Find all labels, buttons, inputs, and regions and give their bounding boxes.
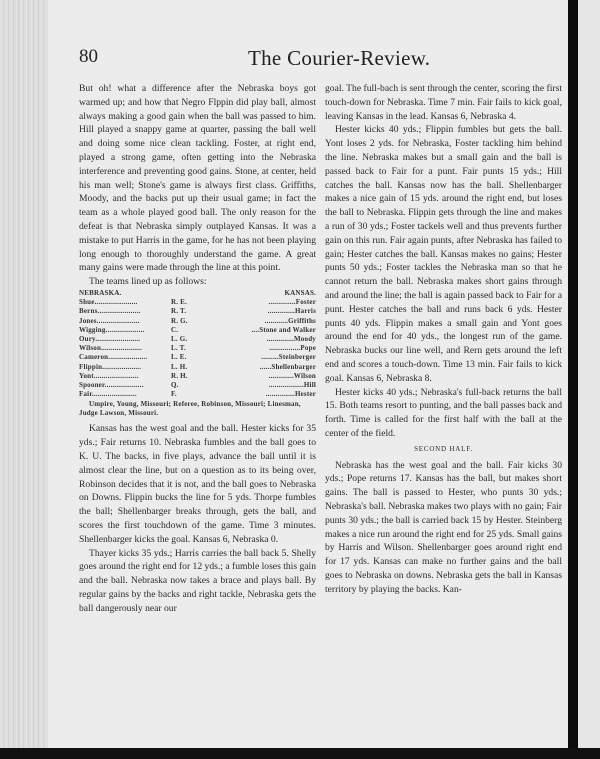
- page-number: 80: [79, 46, 98, 67]
- position: L. G.: [171, 334, 188, 343]
- kansas-player: .........Steinberger: [261, 353, 316, 362]
- position: Q.: [171, 380, 179, 389]
- lineup-row: [79, 298, 316, 307]
- nebraska-player: Wigging....................: [79, 325, 145, 334]
- position: R. G.: [171, 316, 188, 325]
- kansas-player: ..................Hill: [268, 380, 316, 389]
- kansas-player: ......Shellenbarger: [259, 362, 316, 371]
- lineup-row: [79, 353, 316, 362]
- lineup-row: [79, 363, 316, 372]
- nebraska-player: Oury.......................: [79, 334, 141, 343]
- position: L. H.: [171, 362, 188, 371]
- kansas-player: ..............Harris: [267, 307, 316, 316]
- nebraska-player: Wilson.....................: [79, 344, 143, 353]
- paragraph: But oh! what a difference after the Nebraska boys got warmed up; and how that Negro Flppin did play ball, almost always making a good gain when the ball was passed to him. Hill played a snappy game at quarter, passing the ball well and doing some nice clean tackling. Foster, at right end, played a strong game, often getting into the Nebraska interference and preventing good gains. Stone, at center, held his man well; Stone's game is always first class. Griffiths, Moody, and the backs put up their usual game; in fact the team as a whole played good ball. The only reason for the defeat is that Nebraska simply outplayed Kansas. It was a mistake to put Harris in the game, for he has not been playing long enough to thoroughly understand the game. A great many gains were made through the line at this point.: [79, 83, 316, 274]
- position: C.: [171, 325, 179, 334]
- nebraska-player: Spooner....................: [79, 380, 144, 389]
- paragraph: Kansas has the west goal and the ball. Hester kicks for 35 yds.; Fair returns 10. Nebraska fumbles and the ball goes to K. U. The backs, in five plays, advance the ball until it is almost clear the line, but on a question as to its being over, Robinson decides that it is not, and the ball goes to Nebraska on Downs. Flippin bucks the line for 5 yds. Thorpe fumbles the ball; Shellenbarger breaks through, gets the ball, and scores the first touchdown of the game. Time 3 minutes. Shellenbarger kicks the goal. Kansas 6, Nebraska 0.: [79, 423, 316, 545]
- kansas-player: ............Griffiths: [264, 316, 316, 325]
- facing-page-edge: [578, 0, 600, 750]
- kansas-player: .............Wilson: [268, 371, 316, 380]
- nebraska-player: Shue......................: [79, 298, 138, 307]
- nebraska-player: Fair.......................: [79, 390, 137, 399]
- kansas-player: ..............Foster: [268, 298, 316, 307]
- position: R. H.: [171, 371, 188, 380]
- paragraph: Hester kicks 40 yds.; Nebraska's full-back returns the ball 15. Both teams resort to punting, and the ball passes back and forth. Time is called for the first half with the ball at the center of the field.: [325, 386, 562, 439]
- nebraska-player: Jones......................: [79, 316, 140, 325]
- kansas-player: ....Stone and Walker: [251, 325, 316, 334]
- nebraska-player: Flippin....................: [79, 362, 142, 371]
- position: L. T.: [171, 344, 186, 353]
- lineup-row: [79, 344, 316, 353]
- kansas-player: ...............Hester: [265, 390, 316, 399]
- officials-note: Umpire, Young, Missouri; Referee, Robinson, Missouri; Linesman, Judge Lawson, Missouri.: [79, 400, 301, 418]
- left-column: [79, 82, 316, 616]
- lineup-heading: The teams lined up as follows:: [89, 276, 207, 288]
- lineup-row: [79, 335, 316, 344]
- lineup-row: [79, 307, 316, 316]
- scan-bottom-edge: [0, 748, 600, 759]
- lineup-header: [79, 289, 316, 298]
- nebraska-player: Berns......................: [79, 307, 141, 316]
- position: R. T.: [171, 307, 187, 316]
- team-nebraska-header: NEBRASKA.: [79, 288, 122, 297]
- lineup-row: [79, 372, 316, 381]
- running-title: The Courier-Review.: [248, 46, 431, 70]
- lineup-row: [79, 317, 316, 326]
- right-column: [325, 82, 562, 596]
- lineup-row: [79, 381, 316, 390]
- binding-shadow: [568, 0, 578, 752]
- paragraph: Hester kicks 40 yds.; Flippin fumbles but gets the ball. Yont loses 2 yds. for Nebraska, Foster tackling him behind the line. Nebraska makes but a small gain and the ball is passed back to Fair for a punt. Fair punts 15 yds.; Hill catches the ball. Kansas now has the ball. Shellenbarger makes a nice gain of 15 yds. around the right end, but loses the ball to Nebraska. Flippin gets through the line and makes a run of 30 yds.; Foster tackels well and thus prevents further gain on this run. Fair again punts, after Nebraska has failed to gain; Hester catches the ball. Kansas makes no gains; Hester punts 50 yds.; Foster tackles the Nebraska man so that he cannot return the ball. Nebraska makes short gains through and around the line; the ball is again passed back to Fair for a punt. Hester catches the ball and runs back 6 yds. Hester punts 40 yds. Flippin makes a small gain and Yont goes around the end for 40 yds., the longest run of the game. Nebraska bucks our line well, and Rern gets around the left end and scores a touch-down. Time 13 min. Fair fails to kick goal. Kansas 6, Nebraska 8.: [325, 124, 562, 384]
- paragraph: goal. The full-bach is sent through the center, scoring the first touch-down for Nebraska. Time 7 min. Fair fails to kick goal, leaving Kansas in the lead. Kansas 6, Nebraska 4.: [325, 83, 562, 122]
- section-subheading: SECOND HALF.: [414, 444, 473, 453]
- position: L. E.: [171, 353, 187, 362]
- nebraska-player: Cameron....................: [79, 353, 148, 362]
- paragraph: Thayer kicks 35 yds.; Harris carries the ball back 5. Shelly goes around the right end for 12 yds.; a fumble loses this gain and the ball. Nebraska now takes a brace and plays ball. By regular gains by the backs and right tackle, Nebraska gets the ball dangerously near our: [79, 547, 316, 614]
- lineup-row: [79, 390, 316, 399]
- kansas-player: ..............Moody: [266, 334, 316, 343]
- team-kansas-header: KANSAS.: [284, 288, 316, 297]
- kansas-player: ................Pope: [269, 344, 316, 353]
- lineup-row: [79, 326, 316, 335]
- page-stack-edge: [0, 0, 50, 750]
- position: R. E.: [171, 298, 187, 307]
- paragraph: Nebraska has the west goal and the ball. Fair kicks 30 yds.; Pope returns 17. Kansas has the ball, but makes short gains. The ball is passed to Hester, who punts 30 yds.; Nebraska's ball. Nebraska makes two plays with no gain; Fair punts 30 yds.; the ball is carried back 15 by Hester. Steinberg makes a nice run around the right end for 25 yds. Small gains by Harris and Wilson. Shellenbarger goes around right end for 17 yds. Kansas can make no further gains and the ball goes to Nebraska on downs. Nebraska gets the ball in Kansas territory by playing the backs. Kan-: [325, 459, 562, 595]
- lineup-table: [79, 289, 316, 418]
- position: F.: [171, 390, 177, 399]
- nebraska-player: Yont.......................: [79, 371, 139, 380]
